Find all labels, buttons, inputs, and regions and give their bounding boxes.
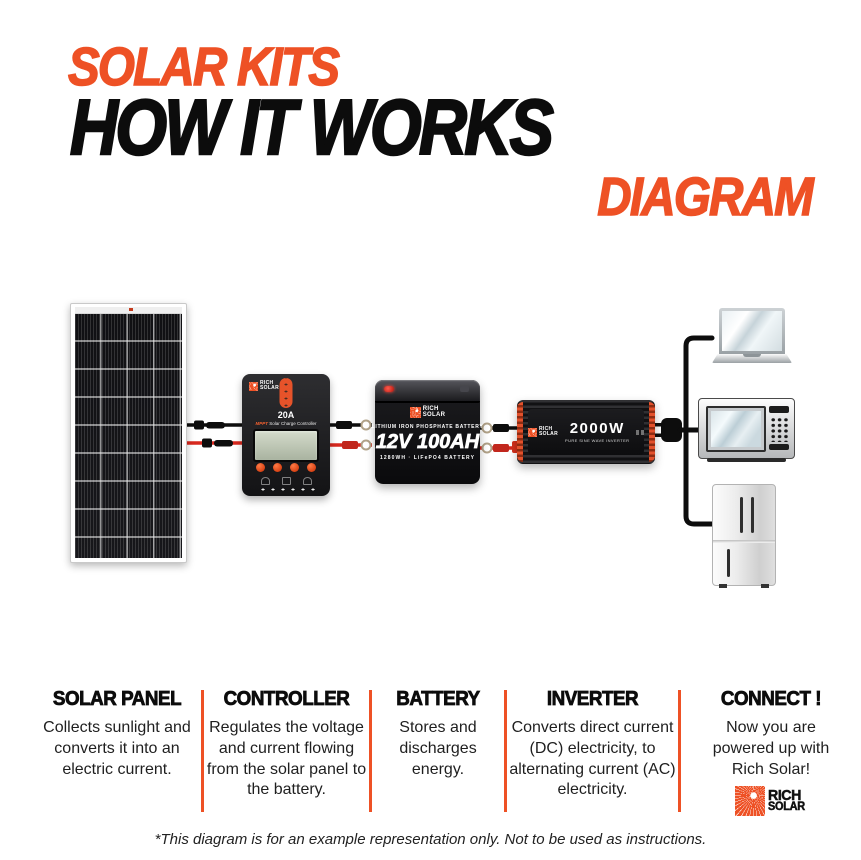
brand-logo: [410, 406, 446, 418]
battery-illustration: [371, 380, 484, 484]
wifi-icon: [261, 477, 270, 485]
brand-line1: RICH: [260, 380, 274, 386]
laptop-glass: [722, 311, 782, 351]
legend: [0, 688, 861, 816]
brand-logo: [528, 427, 558, 437]
inverter-illustration: [517, 400, 655, 464]
refrigerator-icon: [712, 484, 776, 586]
battery-capacity-label: 12V 100AH: [375, 431, 480, 453]
legend-description: Converts direct current (DC) electricity, to alternating current (AC) electricity.: [509, 719, 676, 799]
header-kicker: SOLAR KITS: [68, 37, 339, 97]
microwave-display: [769, 406, 789, 413]
sun-logo-icon: [735, 786, 765, 816]
inverter-end-cap: [649, 402, 655, 462]
controller-buttons: [242, 463, 330, 472]
battery-label: [371, 406, 484, 461]
legend-column-solar-panel: [33, 688, 201, 780]
freezer-handle: [727, 549, 730, 577]
fridge-handle: [751, 497, 754, 533]
solar-panel-illustration: [70, 303, 187, 563]
legend-description: Regulates the voltage and current flowing from the solar panel to the battery.: [206, 719, 367, 799]
brand-line2: SOLAR: [539, 431, 558, 437]
laptop-base: [712, 354, 792, 363]
controller-type-rest: Solar Charge Controller: [267, 421, 317, 426]
legend-column-inverter: [507, 688, 678, 801]
legend-title: CONTROLLER: [223, 688, 350, 710]
microwave-control-panel: [769, 406, 789, 452]
battery-indicator-light: [384, 386, 394, 392]
laptop-icon: [712, 308, 792, 369]
inverter-faceplate: [528, 409, 644, 455]
legend-description: Collects sunlight and converts it into an electric current.: [43, 719, 191, 778]
fridge-foot: [761, 584, 769, 588]
brand-logo: [249, 381, 279, 391]
battery-icon: [282, 477, 291, 485]
controller-button-icon: [307, 463, 316, 472]
disclaimer-text: *This diagram is for an example representation only. Not to be used as instructions.: [154, 831, 707, 848]
controller-lcd-screen: [253, 429, 319, 462]
battery-terminal: [460, 386, 469, 392]
controller-led-slot: [280, 378, 293, 408]
bulb-icon: [303, 477, 312, 485]
sun-logo-icon: [249, 382, 258, 391]
microwave-open-button: [769, 444, 789, 450]
system-diagram: [0, 278, 861, 608]
controller-button-icon: [290, 463, 299, 472]
brand-line2: SOLAR: [768, 800, 805, 813]
legend-title: CONNECT !: [720, 688, 822, 710]
solar-panel-cells: [75, 314, 182, 558]
controller-vent-holes: [256, 487, 316, 492]
battery-chemistry-label: LITHIUM IRON PHOSPHATE BATTERY: [371, 424, 484, 430]
controller-to-battery-cables: [330, 421, 372, 450]
controller-button-icon: [273, 463, 282, 472]
solar-panel-frame-strip: [75, 307, 182, 314]
legend-column-battery: [372, 688, 504, 780]
microwave-glass: [711, 411, 761, 447]
legend-title: BATTERY: [396, 688, 480, 710]
page-title: HOW IT WORKS: [70, 83, 552, 171]
laptop-screen: [719, 308, 785, 354]
inverter-end-cap: [517, 402, 523, 462]
controller-rating: 20A: [277, 410, 295, 420]
fridge-handle: [740, 497, 743, 533]
battery-lid: [375, 380, 480, 403]
brand-line1: RICH: [768, 787, 802, 805]
inverter-fine-print: [636, 430, 644, 435]
controller-button-icon: [256, 463, 265, 472]
microwave-keypad: [769, 416, 789, 442]
rich-solar-logo: [681, 786, 861, 816]
legend-column-connect: [681, 688, 861, 816]
inverter-type-label: PURE SINE WAVE INVERTER: [565, 438, 630, 443]
panel-to-controller-cables: [186, 421, 242, 448]
fridge-door-seam: [713, 540, 775, 543]
sun-logo-icon: [410, 407, 421, 418]
brand-line1: RICH: [422, 406, 439, 412]
brand-line1: RICH: [539, 426, 553, 432]
legend-title: SOLAR PANEL: [52, 688, 182, 710]
mppt-label: MPPT: [255, 421, 268, 426]
brand-line2: SOLAR: [422, 412, 446, 418]
sun-logo-icon: [528, 428, 537, 437]
legend-title: INVERTER: [546, 688, 639, 710]
microwave-icon: [698, 398, 795, 459]
controller-type-label: [242, 421, 330, 426]
battery-spec-label: 1280WH · LiFePO4 BATTERY: [379, 455, 476, 461]
legend-column-controller: [204, 688, 369, 801]
brand-line2: SOLAR: [260, 385, 279, 391]
microwave-window: [706, 406, 766, 452]
legend-description: Stores and discharges energy.: [399, 719, 477, 778]
battery-to-inverter-cables: [480, 424, 521, 454]
legend-description: Now you are powered up with Rich Solar!: [712, 719, 830, 778]
charge-controller-illustration: [242, 374, 330, 496]
controller-status-icons: [242, 477, 330, 485]
header-subtitle: DIAGRAM: [597, 167, 812, 227]
fridge-foot: [719, 584, 727, 588]
inverter-power-label: 2000W: [569, 420, 625, 437]
